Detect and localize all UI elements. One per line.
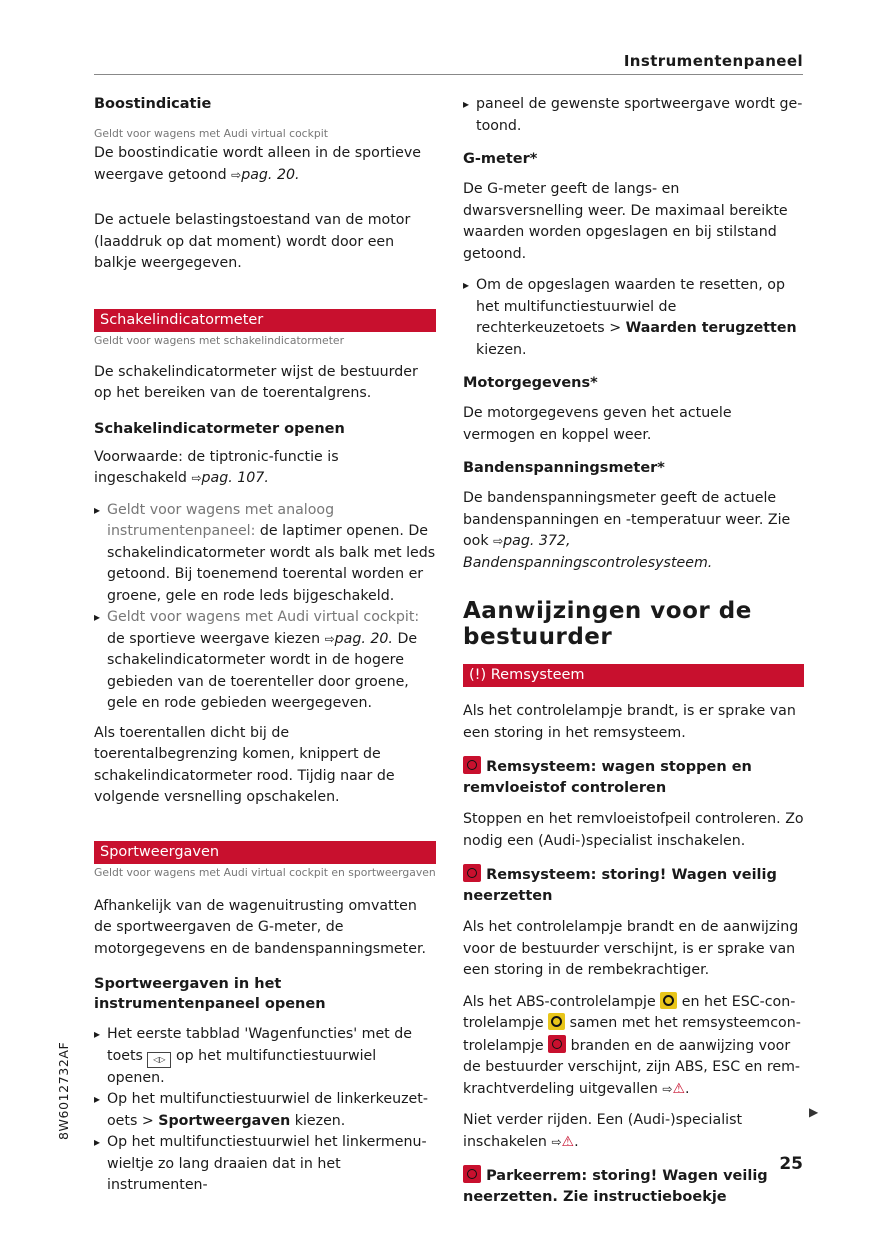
gmeter-heading: G-meter* [463,151,538,167]
arrow-ref-icon: ⇨ [231,167,242,182]
shift-bullet-2: ▸ Geldt voor wagens met Audi virtual cockpit: de sportieve weergave kiezen ⇨pag. 20. De schakelindicatormeter wordt in de hogere gebieden van de toerenteller door groene, gele en rode gebieden weergegeven. [94,607,436,715]
arrow-keys-icon: ◁▷ [147,1052,171,1068]
arrow-ref-icon: ⇨ [551,1134,562,1149]
left-column [94,94,436,1197]
boost-paragraph: De boostindicatie wordt alleen in de sportieve weergave getoond ⇨pag. 20. [94,145,422,183]
section-bar-brake: (!) Remsysteem [463,664,804,687]
shift-bullet-1: ▸ Geldt voor wagens met analoog instrumentenpaneel: de laptimer openen. De schakelindicatormeter wordt als balk met leds getoond. Bij toenemend toerental worden er groene, gele en rode leds bijgeschakeld. [94,500,436,608]
sport-subheading: Sportweergaven in het instrumentenpaneel openen [94,976,326,1012]
warning-triangle-icon: ⚠ [672,1080,685,1097]
brake-warning-1: Remsysteem: wagen stoppen en remvloeistof controleren [463,756,804,799]
page-ref-link[interactable]: pag. 107. [201,470,269,486]
boost-paragraph-2: De actuele belastingstoestand van de motor (laaddruk op dat moment) wordt door een balkje weergegeven. [94,212,411,271]
page-ref-link[interactable]: pag. 20. [241,166,300,183]
sport-paragraph: Afhankelijk van de wagenuitrusting omvatten de sportweergaven de G-meter, de motorgegevens en de bandenspanningsmeter. [94,897,426,957]
page-ref-link[interactable]: pag. 20. [334,630,393,647]
page-ref-link[interactable]: pag. 372, Bandenspanningscontrolesysteem. [463,533,713,571]
gmeter-bullet: ▸ Om de opgeslagen waarden te resetten, op het multifunctiestuurwiel de rechterkeuzetoets > Waarden terugzetten kiezen. [463,275,804,361]
brake-warning-2: Remsysteem: storing! Wagen veilig neerzetten [463,864,804,907]
parking-brake-warning: Parkeerrem: storing! Wagen veilig neerzetten. Zie instructieboekje [463,1165,804,1208]
shift-paragraph: De schakelindicatormeter wijst de bestuurder op het bereiken van de toerentalgrens. [94,363,418,401]
shift-condition: Voorwaarde: de tiptronic-functie is ingeschakeld ⇨pag. 107. [94,448,339,486]
esc-warning-icon [548,1013,565,1030]
sport-bullet-3: ▸ Op het multifunctiestuurwiel het linkermenuwieltje zo lang draaien dat in het instrumenten- [94,1132,436,1197]
brake-warning-icon [463,756,481,774]
sport-bullet-2: ▸ Op het multifunctiestuurwiel de linkerkeuzetoets > Sportweergaven kiezen. [94,1089,436,1132]
next-page-arrow-icon: ▶ [809,1105,819,1119]
section-bar-shift: Schakelindicatormeter [94,309,436,332]
page-header [94,52,803,75]
arrow-ref-icon: ⇨ [662,1081,673,1096]
motor-heading: Motorgegevens* [463,375,598,391]
brake-warning-2-text: Als het controlelampje brandt en de aanwijzing voor de bestuurder verschijnt, is er sprake van een storing in de rembekrachtiger. [463,919,799,978]
shift-paragraph-2: Als toerentallen dicht bij de toerentalbegrenzing komen, knippert de schakelindicatormeter rood. Tijdig naar de volgende versnelling opschakelen. [94,724,395,805]
abs-warning-icon [660,992,677,1009]
brake-warning-1-text: Stoppen en het remvloeistofpeil controleren. Zo nodig een (Audi-)specialist inschakelen. [463,811,804,849]
continued-text: ▸ paneel de gewenste sportweergave wordt getoond. [463,94,804,137]
right-column [463,94,804,1218]
section-title: Aanwijzingen voor de bestuurder [463,598,752,650]
sport-bullet-1: ▸ Het eerste tabblad 'Wagenfuncties' met de toets ◁▷ op het multifunctiestuurwiel openen. [94,1024,436,1089]
warning-triangle-icon: ⚠ [561,1133,575,1150]
shift-note: Geldt voor wagens met schakelindicatormeter [94,333,345,347]
boost-heading: Boostindicatie [94,96,212,112]
brake-warning-2-text-3: Niet verder rijden. Een (Audi-)specialist inschakelen ⇨⚠. [463,1112,743,1150]
tyre-paragraph: De bandenspanningsmeter geeft de actuele bandenspanningen en -temperatuur weer. Zie ook ⇨pag. 372, Bandenspanningscontrolesysteem. [463,490,791,571]
brake-paragraph: Als het controlelampje brandt, is er sprake van een storing in het remsysteem. [463,703,796,741]
brake-warning-2-text-2: Als het ABS-controlelampje en het ESC-controlelampje samen met het remsysteemcontrolelampje branden en de aanwijzing voor de bestuurder verschijnt, zijn ABS, ESC en remkrachtverdeling uitgevallen ⇨⚠. [463,993,801,1097]
document-code: 8W6012732AF [56,1041,71,1140]
shift-subheading: Schakelindicatormeter openen [94,420,345,437]
header-title: Instrumentenpaneel [623,52,803,70]
motor-paragraph: De motorgegevens geven het actuele vermogen en koppel weer. [463,405,732,443]
tyre-heading: Bandenspanningsmeter* [463,460,665,476]
arrow-ref-icon: ⇨ [191,471,202,485]
boost-note: Geldt voor wagens met Audi virtual cockpit [94,127,328,140]
section-bar-sport: Sportweergaven [94,841,436,864]
brake-warning-icon [463,1165,481,1183]
arrow-ref-icon: ⇨ [324,631,335,646]
brake-warning-icon [548,1035,566,1053]
sport-note: Geldt voor wagens met Audi virtual cockpit en sportweergaven [94,865,436,879]
page-number: 25 [779,1154,803,1174]
gmeter-paragraph: De G-meter geeft de langs- en dwarsversnelling weer. De maximaal bereikte waarden worden opgeslagen en bij stilstand getoond. [463,181,788,262]
brake-warning-icon [463,864,481,882]
arrow-ref-icon: ⇨ [493,534,504,548]
